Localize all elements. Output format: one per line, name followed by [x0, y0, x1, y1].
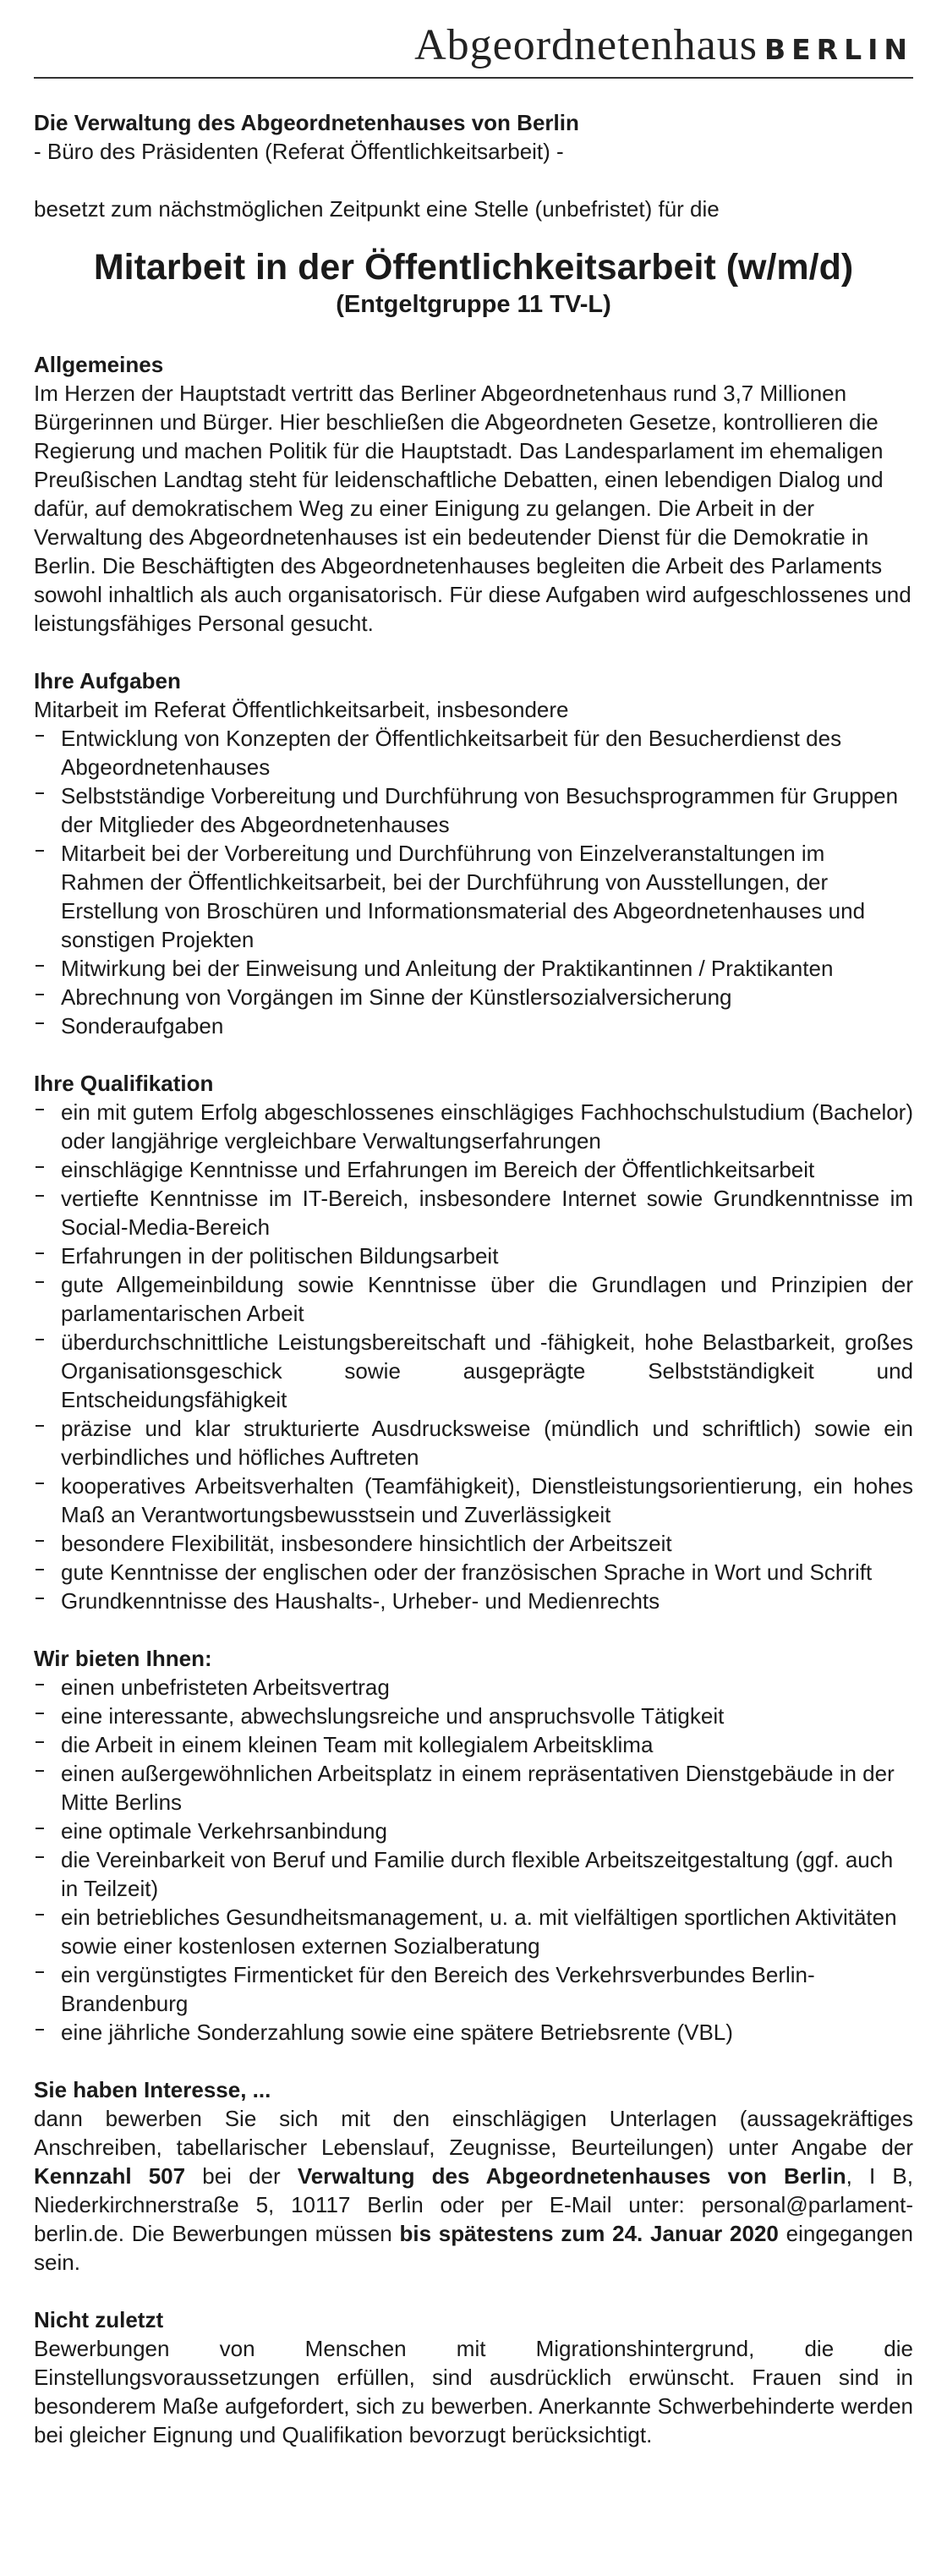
list-item: Sonderaufgaben — [34, 1011, 913, 1040]
list-item: Selbstständige Vorbereitung und Durchführung von Besuchsprogrammen für Gruppen der Mitglieder des Abgeordnetenhauses — [34, 781, 913, 839]
list-item: Erfahrungen in der politischen Bildungsarbeit — [34, 1241, 913, 1270]
offer-list — [34, 1673, 913, 2047]
list-item: Mitwirkung bei der Einweisung und Anleitung der Praktikantinnen / Praktikanten — [34, 954, 913, 983]
general-text: Im Herzen der Hauptstadt vertritt das Berliner Abgeordnetenhaus rund 3,7 Millionen Bürgerinnen und Bürger. Hier beschließen die Abgeordneten Gesetze, kontrollieren die Regierung und machen Politik für die Hauptstadt. Das Landesparlament im ehemaligen Preußischen Landtag steht für leidenschaftliche Debatten, einen lebendigen Dialog und dafür, auf demokratischem Weg zu einer Einigung zu gelangen. Die Arbeit in der Verwaltung des Abgeordnetenhauses ist ein bedeutender Dienst für die Demokratie in Berlin. Die Beschäftigten des Abgeordnetenhauses begleiten die Arbeit des Parlaments sowohl inhaltlich als auch organisatorisch. Für diese Aufgaben wird aufgeschlossenes und leistungsfähiges Personal gesucht. — [34, 381, 911, 636]
list-item: einen unbefristeten Arbeitsvertrag — [34, 1673, 913, 1702]
reference-code: Kennzahl 507 — [34, 2163, 186, 2189]
list-item: Abrechnung von Vorgängen im Sinne der Künstlersozialversicherung — [34, 983, 913, 1011]
diversity-text: Bewerbungen von Menschen mit Migrationshintergrund, die die Einstellungsvoraussetzungen erfüllen, sind ausdrücklich erwünscht. Frauen sind in besonderem Maße aufgefordert, sich zu bewerben. Anerkannte Schwerbehinderte werden bei gleicher Eignung und Qualifikation bevorzugt berücksichtigt. — [34, 2336, 913, 2447]
posting-body — [34, 108, 913, 2449]
list-item: eine optimale Verkehrsanbindung — [34, 1817, 913, 1845]
list-item: eine jährliche Sonderzahlung sowie eine spätere Betriebsrente (VBL) — [34, 2018, 913, 2047]
apply-text — [34, 2104, 913, 2277]
masthead — [34, 12, 913, 79]
section-heading-qualification: Ihre Qualifikation — [34, 1071, 214, 1096]
org-name: Die Verwaltung des Abgeordnetenhauses von Berlin — [34, 110, 579, 135]
section-heading-notlast: Nicht zuletzt — [34, 2307, 164, 2332]
list-item: eine interessante, abwechslungsreiche und anspruchsvolle Tätigkeit — [34, 1702, 913, 1730]
application-email: personal@parlament-berlin.de — [34, 2192, 913, 2246]
logo-city: BERLIN — [764, 33, 913, 66]
list-item: die Vereinbarkeit von Beruf und Familie durch flexible Arbeitszeitgestaltung (ggf. auch in Teilzeit) — [34, 1845, 913, 1903]
list-item: Entwicklung von Konzepten der Öffentlichkeitsarbeit für den Besucherdienst des Abgeordnetenhauses — [34, 724, 913, 781]
list-item: gute Allgemeinbildung sowie Kenntnisse über die Grundlagen und Prinzipien der parlamentarischen Arbeit — [34, 1270, 913, 1328]
list-item: überdurchschnittliche Leistungsbereitschaft und -fähigkeit, hohe Belastbarkeit, großes Organisationsgeschick sowie ausgeprägte Selbstständigkeit und Entscheidungsfähigkeit — [34, 1328, 913, 1414]
apply-text-part: eingegangen sein. — [34, 2221, 913, 2275]
abgeordnetenhaus-logo — [414, 20, 913, 70]
section-heading-general: Allgemeines — [34, 352, 164, 377]
employer-name: Verwaltung des Abgeordnetenhauses von Berlin — [297, 2163, 846, 2189]
application-deadline: bis spätestens zum 24. Januar 2020 — [399, 2221, 779, 2246]
list-item: einen außergewöhnlichen Arbeitsplatz in einem repräsentativen Dienstgebäude in der Mitte Berlins — [34, 1759, 913, 1817]
list-item: vertiefte Kenntnisse im IT-Bereich, insbesondere Internet sowie Grundkenntnisse im Social-Media-Bereich — [34, 1184, 913, 1241]
apply-text-part: , I B, Niederkirchnerstraße 5, 10117 Berlin oder per E-Mail unter: — [34, 2163, 913, 2217]
pay-grade: (Entgeltgruppe 11 TV-L) — [336, 291, 611, 318]
list-item: besondere Flexibilität, insbesondere hinsichtlich der Arbeitszeit — [34, 1529, 913, 1558]
list-item: ein betriebliches Gesundheitsmanagement, u. a. mit vielfältigen sportlichen Aktivitäten sowie einer kostenlosen externen Sozialberatung — [34, 1903, 913, 1960]
list-item: Mitarbeit bei der Vorbereitung und Durchführung von Einzelveranstaltungen im Rahmen der Öffentlichkeitsarbeit, bei der Durchführung von Ausstellungen, der Erstellung von Broschüren und Informationsmaterial des Abgeordnetenhauses und sonstigen Projekten — [34, 839, 913, 954]
logo-wordmark: Abgeordnetenhaus — [414, 21, 758, 69]
tasks-intro: Mitarbeit im Referat Öffentlichkeitsarbeit, insbesondere — [34, 697, 569, 722]
list-item: gute Kenntnisse der englischen oder der französischen Sprache in Wort und Schrift — [34, 1558, 913, 1587]
list-item: die Arbeit in einem kleinen Team mit kollegialem Arbeitsklima — [34, 1730, 913, 1759]
header-rule — [34, 77, 913, 79]
apply-text-part: . Die Bewerbungen müssen — [118, 2221, 400, 2246]
list-item: kooperatives Arbeitsverhalten (Teamfähigkeit), Dienstleistungsorientierung, ein hohes Maß an Verantwortungsbewusstsein und Zuverlässigkeit — [34, 1472, 913, 1529]
section-heading-tasks: Ihre Aufgaben — [34, 668, 181, 693]
list-item: Grundkenntnisse des Haushalts-, Urheber- und Medienrechts — [34, 1587, 913, 1615]
section-heading-apply: Sie haben Interesse, ... — [34, 2077, 271, 2102]
tasks-list — [34, 724, 913, 1040]
list-item: einschlägige Kenntnisse und Erfahrungen im Bereich der Öffentlichkeitsarbeit — [34, 1155, 913, 1184]
apply-text-part: dann bewerben Sie sich mit den einschlägigen Unterlagen (aussagekräftiges Anschreiben, tabellarischer Lebenslauf, Zeugnisse, Beurteilungen) unter Angabe der — [34, 2106, 913, 2160]
intro-line: besetzt zum nächstmöglichen Zeitpunkt eine Stelle (unbefristet) für die — [34, 196, 720, 222]
list-item: ein vergünstigtes Firmenticket für den Bereich des Verkehrsverbundes Berlin-Brandenburg — [34, 1960, 913, 2018]
section-heading-offer: Wir bieten Ihnen: — [34, 1646, 212, 1671]
apply-text-part: bei der — [185, 2163, 298, 2189]
list-item: präzise und klar strukturierte Ausdrucksweise (mündlich und schriftlich) sowie ein verbindliches und höfliches Auftreten — [34, 1414, 913, 1472]
job-title: Mitarbeit in der Öffentlichkeitsarbeit (w/m/d) — [93, 247, 854, 288]
qualification-list — [34, 1098, 913, 1615]
list-item: ein mit gutem Erfolg abgeschlossenes einschlägiges Fachhochschulstudium (Bachelor) oder langjährige vergleichbare Verwaltungserfahrungen — [34, 1098, 913, 1155]
org-department: - Büro des Präsidenten (Referat Öffentlichkeitsarbeit) - — [34, 139, 564, 164]
